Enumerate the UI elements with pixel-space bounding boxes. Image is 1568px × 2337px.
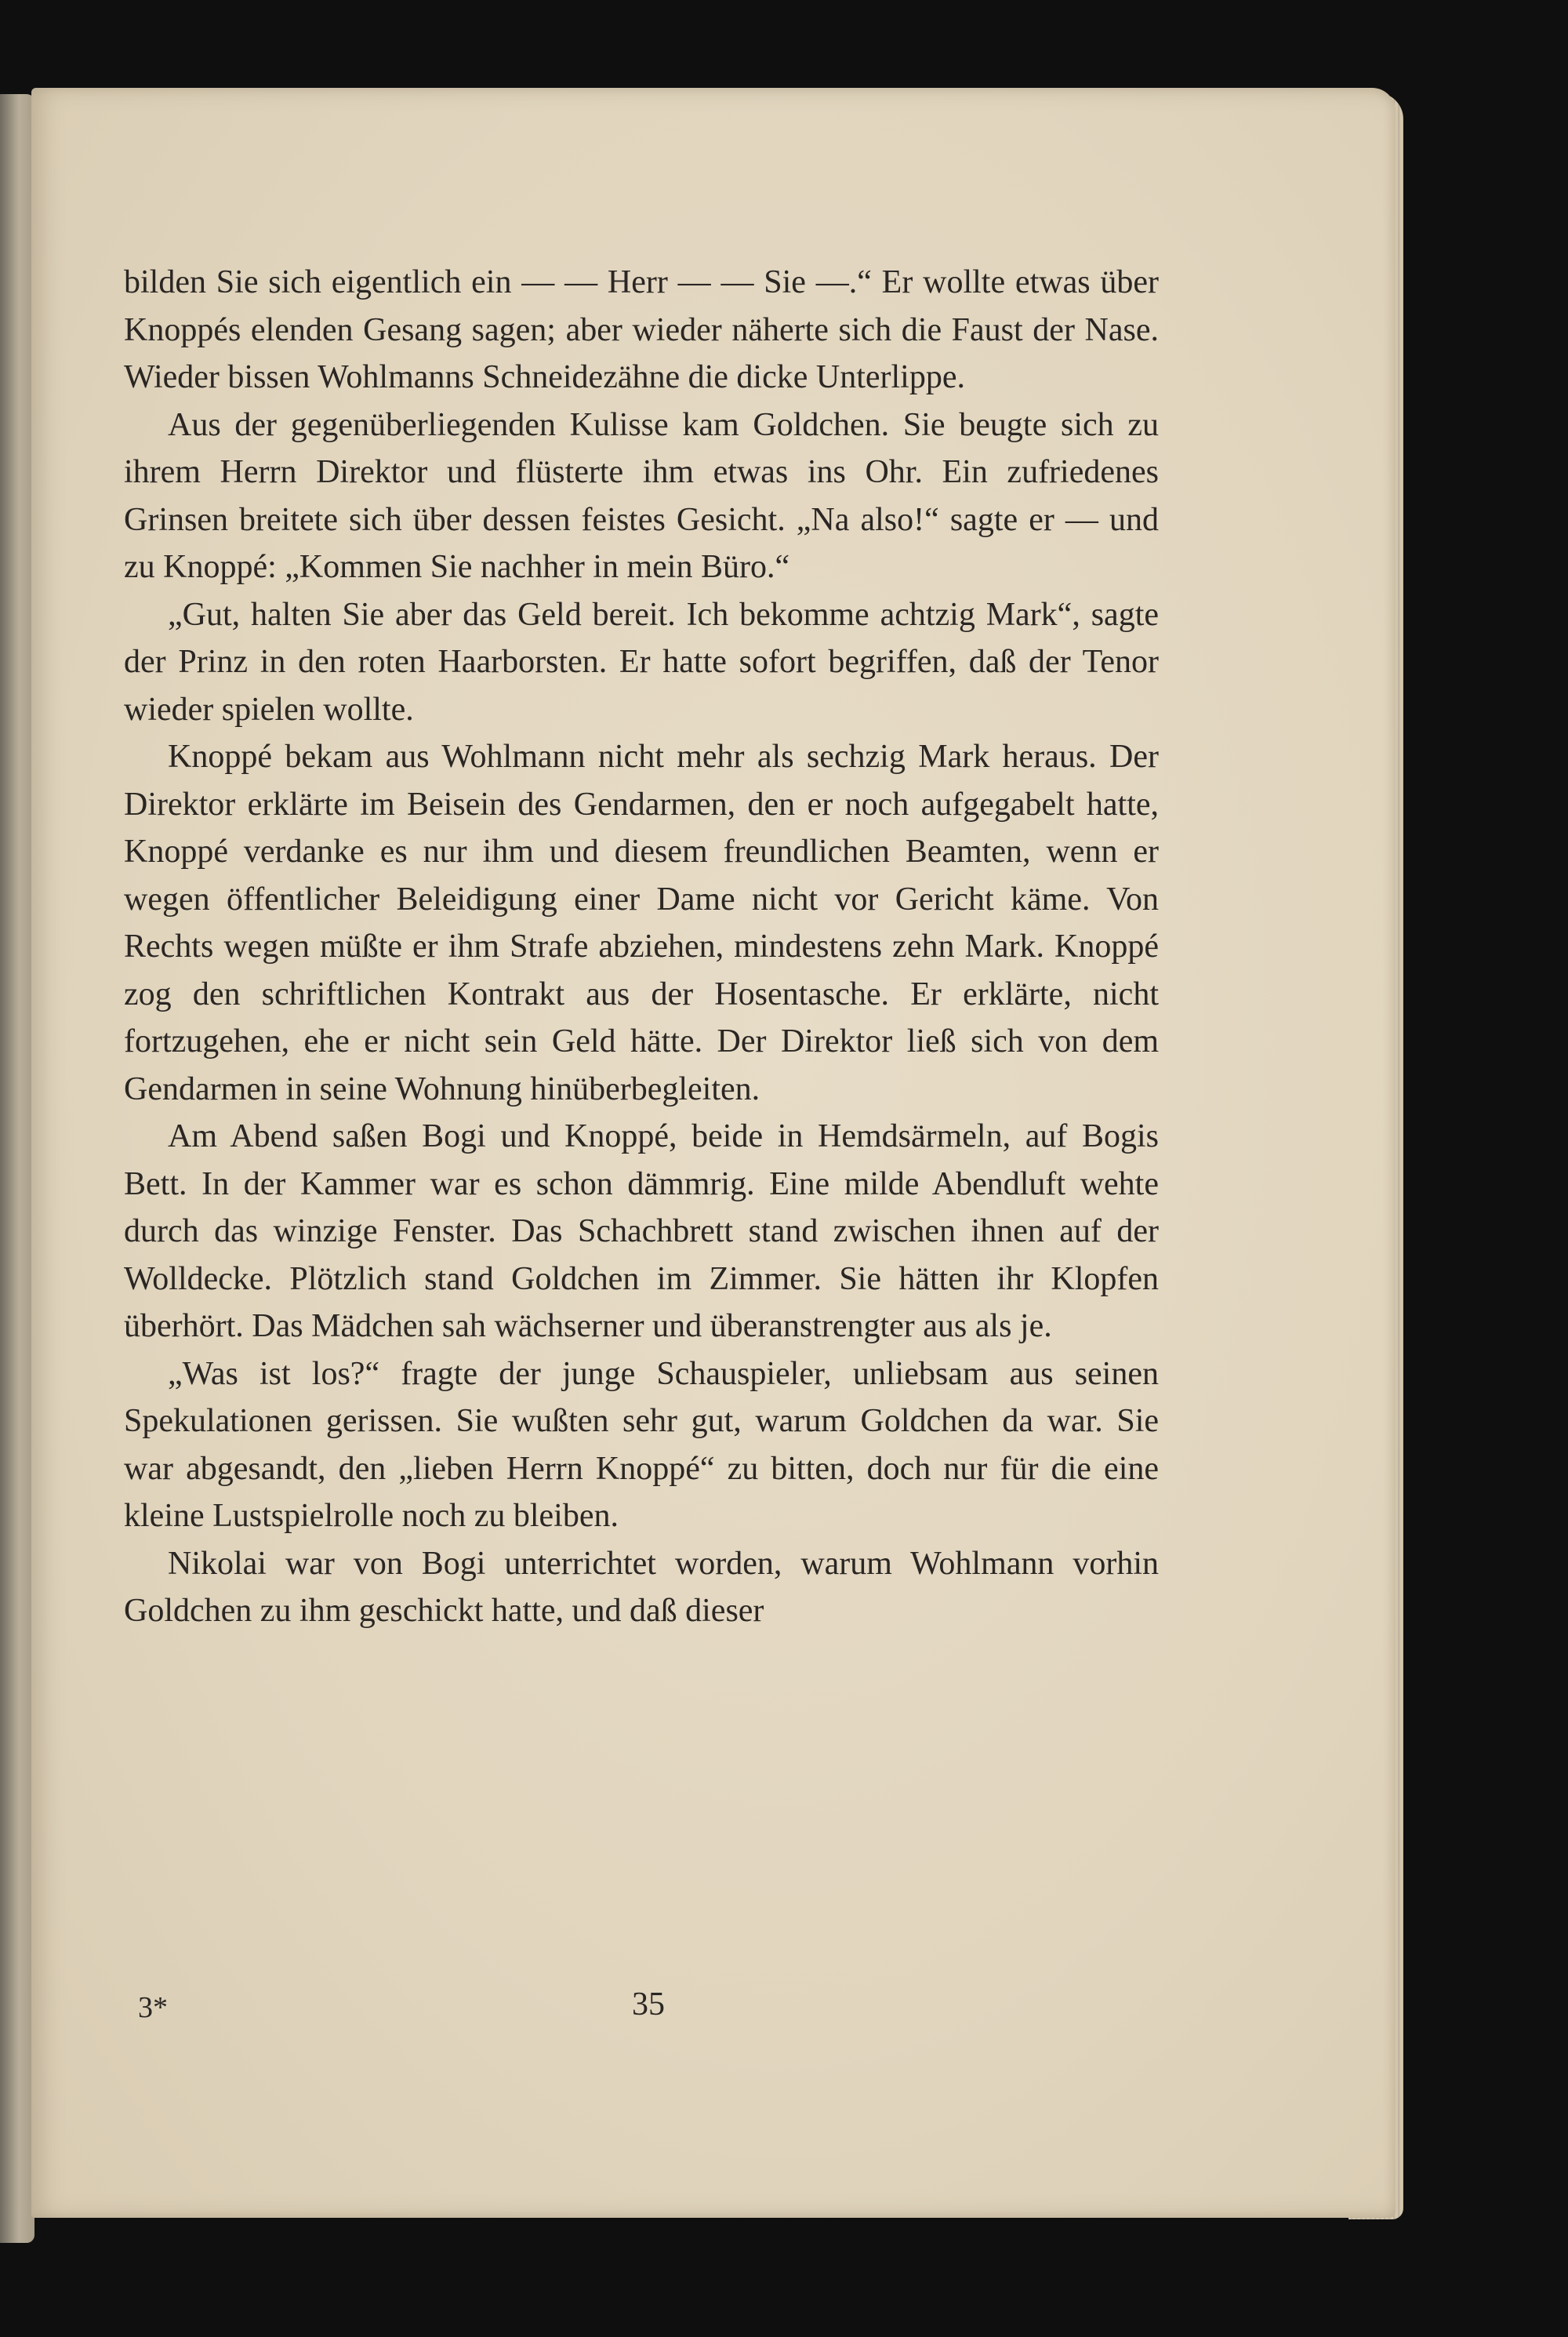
paragraph-3: „Gut, halten Sie aber das Geld bereit. Ich bekomme achtzig Mark“, sagte der Prinz in den roten Haarborsten. Er hatte sofort begriffen, daß der Tenor wieder spielen wollte. bbox=[124, 596, 1159, 728]
body-text bbox=[124, 259, 1159, 1635]
paragraph-7: Nikolai war von Bogi unterrichtet worden, warum Wohlmann vorhin Goldchen zu ihm geschickt hatte, und daß dieser bbox=[124, 1545, 1159, 1629]
paragraph-6: „Was ist los?“ fragte der junge Schauspieler, unliebsam aus seinen Spekulationen gerissen. Sie wußten sehr gut, warum Goldchen da war. Sie war abgesandt, den „lieben Herrn Knoppé“ zu bitten, doch nur für die eine kleine Lustspielrolle noch zu bleiben. bbox=[124, 1355, 1159, 1534]
paragraph-2: Aus der gegenüberliegenden Kulisse kam Goldchen. Sie beugte sich zu ihrem Herrn Direktor und flüsterte ihm etwas ins Ohr. Ein zufriedenes Grinsen breitete sich über dessen feistes Gesicht. „Na also!“ sagte er — und zu Knoppé: „Kommen Sie nachher in mein Büro.“ bbox=[124, 406, 1159, 585]
left-page-edge bbox=[0, 94, 34, 2243]
paragraph-5: Am Abend saßen Bogi und Knoppé, beide in Hemdsärmeln, auf Bogis Bett. In der Kammer war es schon dämmrig. Eine milde Abendluft wehte durch das winzige Fenster. Das Schachbrett stand zwischen ihnen auf der Wolldecke. Plötzlich stand Goldchen im Zimmer. Sie hätten ihr Klopfen überhört. Das Mädchen sah wächserner und überanstrengter aus als je. bbox=[124, 1118, 1159, 1344]
paragraph-4: Knoppé bekam aus Wohlmann nicht mehr als sechzig Mark heraus. Der Direktor erklärte im Beisein des Gendarmen, den er noch aufgegabelt hatte, Knoppé verdanke es nur ihm und diesem freundlichen Beamten, wenn er wegen öffentlicher Beleidigung einer Dame nicht vor Gericht käme. Von Rechts wegen müßte er ihm Strafe abziehen, mindestens zehn Mark. Knoppé zog den schriftlichen Kontrakt aus der Hosentasche. Er erklärte, nicht fortzugehen, ehe er nicht sein Geld hätte. Der Direktor ließ sich von dem Gendarmen in seine Wohnung hinüberbegleiten. bbox=[124, 739, 1159, 1107]
signature-mark: 3* bbox=[138, 1991, 168, 2024]
paragraph-1: bilden Sie sich eigentlich ein — — Herr — — Sie —.“ Er wollte etwas über Knoppés elenden Gesang sagen; aber wieder näherte sich die Faust der Nase. Wieder bissen Wohlmanns Schneidezähne die dicke Unterlippe. bbox=[124, 264, 1159, 395]
page-number: 35 bbox=[632, 1986, 665, 2023]
